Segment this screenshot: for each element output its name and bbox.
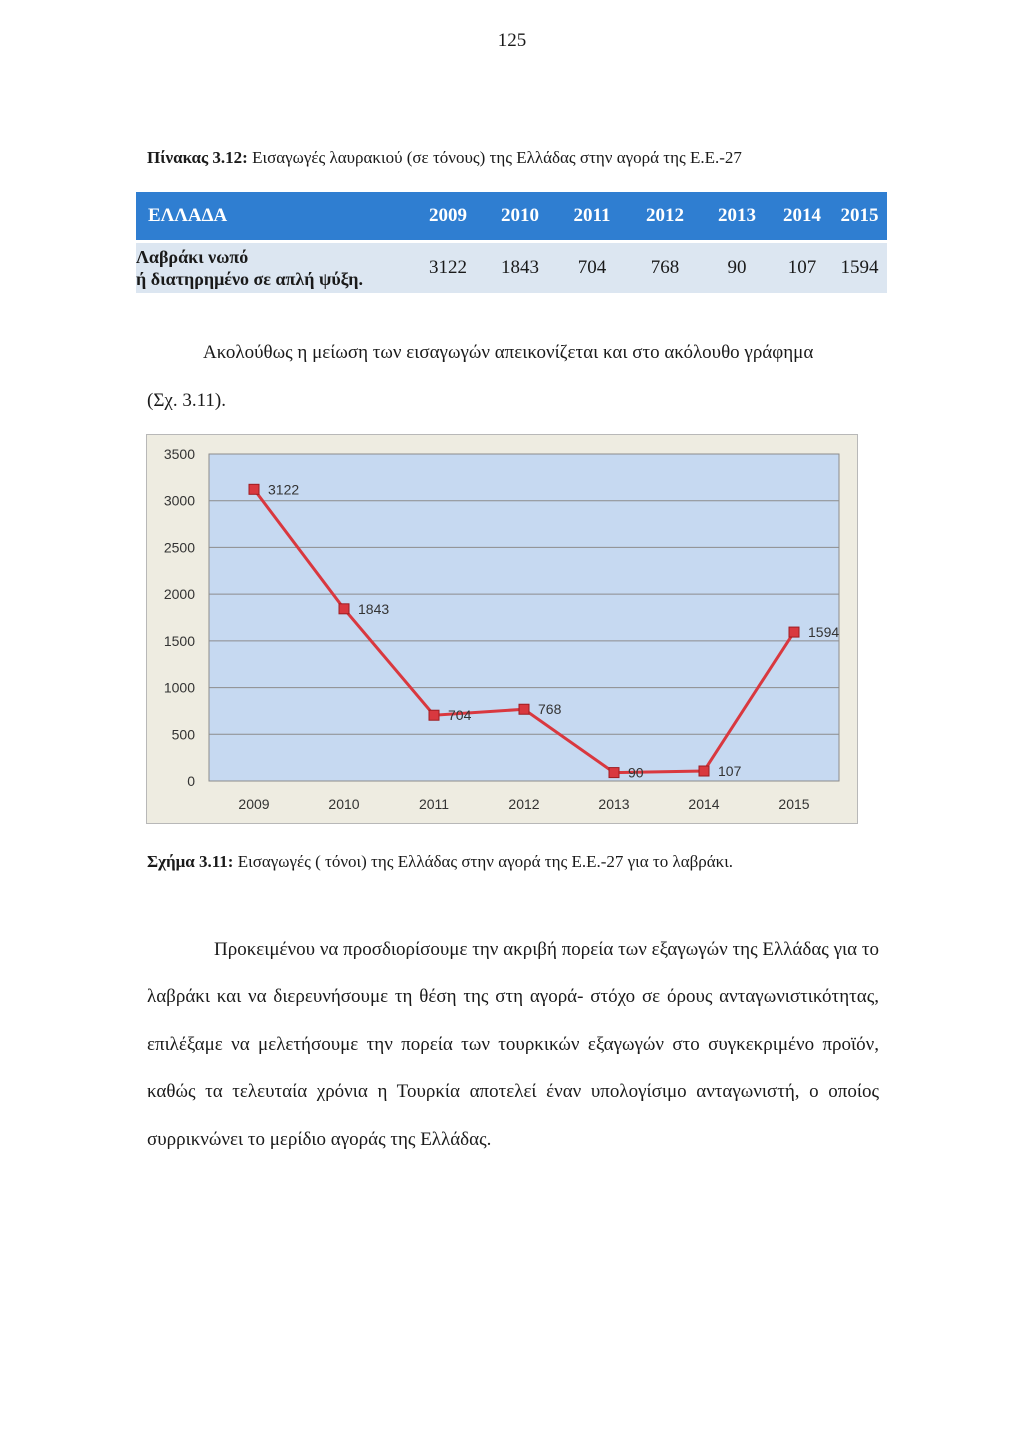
data-point bbox=[339, 604, 349, 614]
data-point bbox=[249, 484, 259, 494]
intro-paragraph-line1: Ακολούθως η μείωση των εισαγωγών απεικονίζεται και στο ακόλουθο γράφημα bbox=[203, 342, 814, 363]
data-label: 107 bbox=[718, 763, 742, 780]
y-tick-label: 0 bbox=[187, 773, 195, 789]
table-caption-label: Πίνακας 3.12: bbox=[147, 148, 248, 167]
data-label: 90 bbox=[628, 764, 644, 781]
y-tick-label: 3500 bbox=[163, 446, 195, 462]
plot-area bbox=[209, 454, 839, 781]
row-label-line2: ή διατηρημένο σε απλή ψύξη. bbox=[136, 269, 364, 289]
figure-caption bbox=[147, 852, 733, 872]
x-tick-label: 2010 bbox=[328, 796, 360, 812]
table-caption bbox=[147, 148, 742, 168]
data-point bbox=[609, 768, 619, 778]
y-tick-label: 2000 bbox=[163, 586, 195, 603]
table-header-year: 2015 bbox=[832, 192, 887, 242]
data-point bbox=[699, 766, 709, 776]
table-cell-value: 704 bbox=[556, 242, 628, 294]
y-tick-label: 1000 bbox=[163, 679, 195, 696]
table-header-year: 2014 bbox=[772, 192, 832, 242]
data-label: 1843 bbox=[358, 600, 390, 617]
table-header-row bbox=[136, 192, 887, 242]
figure-caption-label: Σχήμα 3.11: bbox=[147, 852, 234, 871]
table-row bbox=[136, 242, 887, 294]
table-cell-value: 90 bbox=[702, 242, 772, 294]
data-label: 3122 bbox=[268, 481, 300, 498]
y-tick-label: 3000 bbox=[163, 492, 195, 509]
table-row-label bbox=[136, 242, 412, 294]
table-cell-value: 107 bbox=[772, 242, 832, 294]
imports-table bbox=[136, 192, 887, 293]
table-caption-text: Εισαγωγές λαυρακιού (σε τόνους) της Ελλάδας στην αγορά της Ε.Ε.-27 bbox=[252, 148, 742, 167]
x-tick-label: 2014 bbox=[688, 796, 720, 812]
table-cell-value: 1843 bbox=[484, 242, 556, 294]
data-point bbox=[789, 627, 799, 637]
table-cell-value: 3122 bbox=[412, 242, 484, 294]
data-label: 1594 bbox=[808, 624, 840, 641]
intro-paragraph-line2: (Σχ. 3.11). bbox=[147, 390, 226, 411]
body-paragraph: Προκειμένου να προσδιορίσουμε την ακριβή πορεία των εξαγωγών της Ελλάδας για το λαβράκι και να διερευνήσουμε τη θέση της στη αγορά- στόχο σε όρους ανταγωνιστικότητας, επιλέξαμε να μελετήσουμε την πορεία των τουρκικών εξαγωγών στο συγκεκριμένο προϊόν, καθώς τα τελευταία χρόνια η Τουρκία αποτελεί έναν υπολογίσιμο ανταγωνιστή, ο οποίος συρρικνώνει το μερίδιο αγοράς της Ελλάδας. bbox=[147, 939, 879, 1150]
x-tick-label: 2012 bbox=[508, 796, 540, 812]
table-header-year: 2010 bbox=[484, 192, 556, 242]
x-tick-label: 2011 bbox=[418, 796, 450, 812]
table-header-year: 2013 bbox=[702, 192, 772, 242]
x-tick-label: 2009 bbox=[238, 796, 270, 812]
x-tick-label: 2015 bbox=[778, 796, 810, 812]
table-cell-value: 1594 bbox=[832, 242, 887, 294]
table-header-year: 2009 bbox=[412, 192, 484, 242]
table-header-year: 2011 bbox=[556, 192, 628, 242]
data-point bbox=[429, 710, 439, 720]
y-tick-label: 500 bbox=[171, 726, 195, 743]
chart-frame bbox=[146, 434, 858, 824]
x-tick-label: 2013 bbox=[598, 796, 630, 812]
data-point bbox=[519, 704, 529, 714]
data-label: 768 bbox=[538, 701, 562, 718]
page-number: 125 bbox=[497, 30, 527, 51]
data-label: 704 bbox=[448, 707, 472, 724]
table-header-year: 2012 bbox=[628, 192, 702, 242]
table-cell-value: 768 bbox=[628, 242, 702, 294]
row-label-line1: Λαβράκι νωπό bbox=[136, 247, 249, 267]
imports-line-chart bbox=[147, 435, 857, 823]
y-tick-label: 1500 bbox=[163, 632, 195, 649]
table-header-country: ΕΛΛΑΔΑ bbox=[136, 192, 412, 242]
figure-caption-text: Εισαγωγές ( τόνοι) της Ελλάδας στην αγορά της Ε.Ε.-27 για το λαβράκι. bbox=[237, 852, 734, 871]
y-tick-label: 2500 bbox=[163, 539, 195, 556]
